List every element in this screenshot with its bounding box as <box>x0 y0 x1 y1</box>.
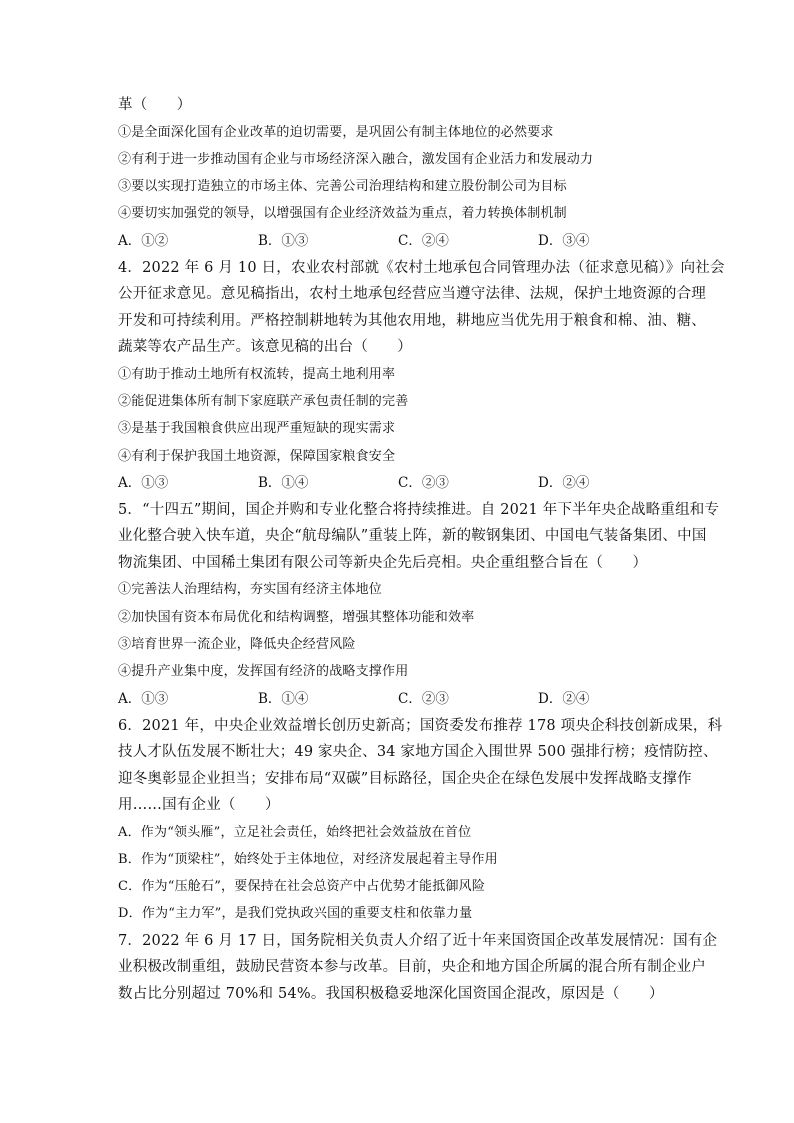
question-6-option-a: A．作为“领头雁”，立足社会责任，始终把社会效益放在首位 <box>118 824 472 840</box>
question-6-stem-line: 技人才队伍发展不断壮大；49 家央企、34 家地方国企入围世界 500 强排行榜；疫情防控、 <box>118 744 718 761</box>
question-3-stem-tail: 革（ ） <box>118 97 192 113</box>
question-6-stem-line: 6．2021 年，中央企业效益增长创历史新高；国资委发布推荐 178 项央企科技创新成果，科 <box>118 717 723 734</box>
choice-d: D．②④ <box>538 690 590 707</box>
choice-c: C．②③ <box>398 474 449 491</box>
question-4-stem-line: 公开征求意见。意见稿指出，农村土地承包经营应当遵守法律、法规，保护土地资源的合理 <box>118 286 706 303</box>
question-4-stem-line: 4．2022 年 6 月 10 日，农业农村部就《农村土地承包合同管理办法（征求意见稿）》向社会 <box>118 259 725 276</box>
question-3-option-2: ②有利于进一步推动国有企业与市场经济深入融合，激发国有企业活力和发展动力 <box>118 151 594 167</box>
choice-b: B．①③ <box>258 232 309 249</box>
question-3-option-4: ④要切实加强党的领导，以增强国有企业经济效益为重点，着力转换体制机制 <box>118 206 567 222</box>
question-6 <box>118 713 723 928</box>
question-5-stem-line: 5．“十四五”期间，国企并购和专业化整合将持续推进。自 2021 年下半年央企战略重组和专 <box>118 501 720 518</box>
question-4-option-3: ③是基于我国粮食供应出现严重短缺的现实需求 <box>118 421 396 437</box>
question-6-stem-line: 迎冬奥彰显企业担当；安排布局“双碳”目标路径，国企央企在绿色发展中发挥战略支撑作 <box>118 770 692 787</box>
question-4-choices <box>118 470 678 497</box>
question-7-stem-line: 数占比分别超过 70%和 54%。我国积极稳妥地深化国资国企混改，原因是（ ） <box>118 985 664 1002</box>
choice-c: C．②③ <box>398 690 449 707</box>
choice-b: B．①④ <box>258 690 309 707</box>
question-7 <box>118 928 718 1008</box>
question-4-option-1: ①有助于推动土地所有权流转，提高土地利用率 <box>118 366 396 382</box>
question-4-option-4: ④有利于保护我国土地资源，保障国家粮食安全 <box>118 448 396 464</box>
question-3-option-1: ①是全面深化国有企业改革的迫切需要，是巩固公有制主体地位的必然要求 <box>118 124 554 140</box>
question-5-option-3: ③培育世界一流企业，降低央企经营风险 <box>118 636 356 652</box>
choice-a: A．①③ <box>118 474 169 491</box>
choice-d: D．③④ <box>538 232 590 249</box>
question-3-option-3: ③要以实现打造独立的市场主体、完善公司治理结构和建立股份制公司为目标 <box>118 179 567 195</box>
question-4 <box>118 255 725 497</box>
choice-b: B．①④ <box>258 474 309 491</box>
choice-a: A．①② <box>118 232 169 249</box>
question-5-choices <box>118 686 678 713</box>
question-5-option-2: ②加快国有资本布局优化和结构调整，增强其整体功能和效率 <box>118 609 475 625</box>
question-5 <box>118 497 720 713</box>
question-5-option-1: ①完善法人治理结构，夯实国有经济主体地位 <box>118 582 383 598</box>
question-4-stem-line: 蔬菜等农产品生产。该意见稿的出台（ ） <box>118 339 412 356</box>
question-4-stem-line: 开发和可持续利用。严格控制耕地转为其他农用地，耕地应当优先用于粮食和棉、油、糖、 <box>118 312 706 329</box>
question-5-option-4: ④提升产业集中度，发挥国有经济的战略支撑作用 <box>118 664 409 680</box>
choice-a: A．①③ <box>118 690 169 707</box>
question-3-choices <box>118 228 678 255</box>
question-5-stem-line: 物流集团、中国稀土集团有限公司等新央企先后亮相。央企重组整合旨在（ ） <box>118 554 648 571</box>
page-content <box>118 92 725 1007</box>
question-6-option-b: B．作为“顶梁柱”，始终处于主体地位，对经济发展起着主导作用 <box>118 851 498 867</box>
question-6-option-d: D．作为“主力军”，是我们党执政兴国的重要支柱和依靠力量 <box>118 906 473 922</box>
question-6-option-c: C．作为“压舱石”，要保持在社会总资产中占优势才能抵御风险 <box>118 879 486 895</box>
question-6-stem-line: 用……国有企业（ ） <box>118 797 280 814</box>
question-4-option-2: ②能促进集体所有制下家庭联产承包责任制的完善 <box>118 393 409 409</box>
question-5-stem-line: 业化整合驶入快车道，央企“航母编队”重装上阵，新的鞍钢集团、中国电气装备集团、中国 <box>118 528 707 545</box>
question-3 <box>118 92 678 255</box>
question-7-stem-line: 7．2022 年 6 月 17 日，国务院相关负责人介绍了近十年来国资国企改革发展情况：国有企 <box>118 932 718 949</box>
choice-c: C．②④ <box>398 232 449 249</box>
choice-d: D．②④ <box>538 474 590 491</box>
question-7-stem-line: 业积极改制重组，鼓励民营资本参与改革。目前，央企和地方国企所属的混合所有制企业户 <box>118 959 706 976</box>
